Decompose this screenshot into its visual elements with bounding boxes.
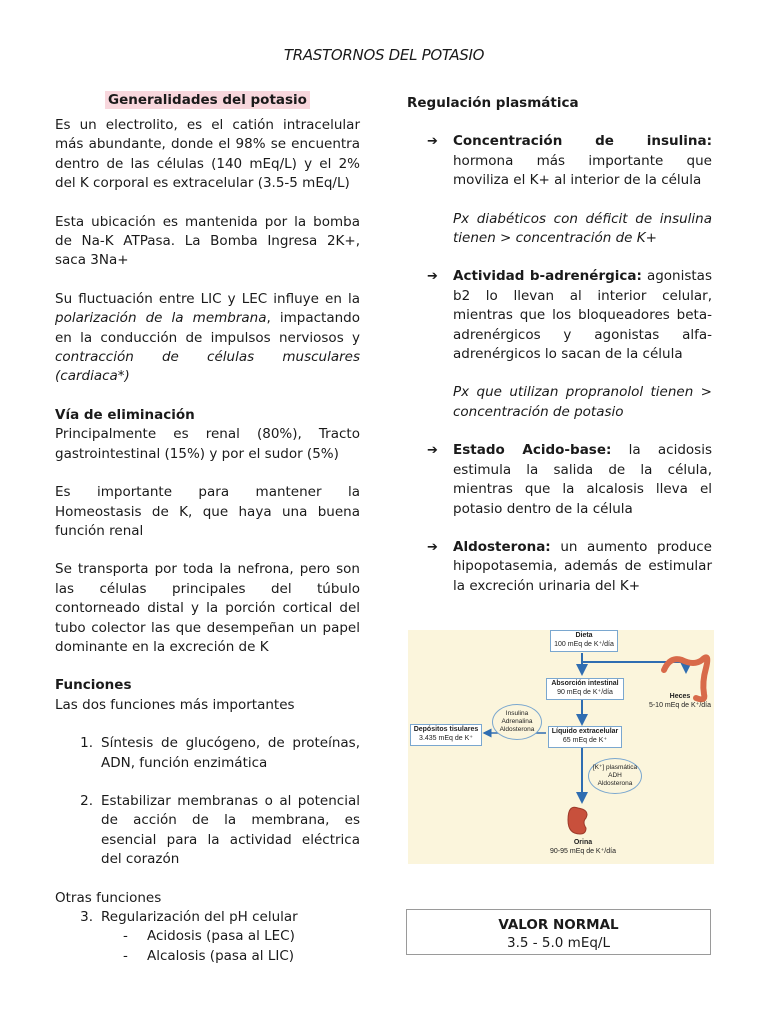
hormone-label: ADH (608, 772, 622, 779)
box-title: Dieta (575, 632, 593, 639)
list-number: 1. (80, 735, 93, 752)
box-absorcion-intestinal (546, 678, 624, 700)
normal-value-box (406, 909, 711, 955)
box-value: 90 mEq de K⁺/día (557, 689, 613, 696)
label-orina (538, 838, 628, 856)
list-item (55, 908, 360, 927)
normal-value-title: VALOR NORMAL (498, 917, 619, 933)
regulation-item-adrenergica (407, 267, 712, 364)
list-text: Estabilizar membranas o al potencial de acción de la membrana, es esencial para la actividad eléctrica del corazón (101, 792, 360, 868)
label-title: Orina (573, 839, 593, 846)
item-text: hormona más importante que moviliza el K+ al interior de la célula (453, 152, 712, 189)
paragraph-electrolito: Es un electrolito, es el catión intracelular más abundante, donde el 98% se encuentra dentro de las células (140 mEq/L) y el 2% del K corporal es extracelular (3.5-5 mEq/L) (55, 117, 360, 192)
hormone-label: Aldosterona (499, 726, 535, 733)
label-heces (646, 692, 714, 710)
box-value: 3.435 mEq de K⁺ (419, 735, 473, 742)
box-liquido-extracelular (548, 726, 622, 748)
box-title: Absorción intestinal (551, 680, 619, 687)
hormone-label: Adrenalina (501, 718, 533, 725)
paragraph-bomba: Esta ubicación es mantenida por la bomba de Na-K ATPasa. La Bomba Ingresa 2K+, saca 3Na+ (55, 213, 360, 269)
potassium-balance-diagram (408, 630, 714, 864)
dash-bullet: - (123, 928, 128, 945)
paragraph-fluctuacion (55, 290, 360, 387)
paragraph-nefrona: Se transporta por toda la nefrona, pero son las células principales del túbulo contorneado distal y la porción cortical del tubo colector las que desempeñan un papel dominante en la excreción de K (55, 561, 360, 655)
regulation-note: Px diabéticos con déficit de insulina tienen > concentración de K+ (453, 210, 712, 247)
item-text: la acidosis estimula la salida de la célula, mientras que la alcalosis lleva el potasio dentro de la célula (453, 442, 712, 517)
box-title: Depósitos tisulares (413, 726, 479, 733)
list-text: Regularización del pH celular (101, 909, 298, 925)
list-item (55, 734, 360, 773)
item-label: Estado Acido-base: (453, 442, 612, 459)
dash-bullet: - (123, 947, 128, 964)
italic-span: polarización de la membrana (55, 310, 267, 327)
ellipse-hormonas-captacion (492, 704, 542, 740)
list-number: 3. (80, 909, 93, 925)
subheading-via-eliminacion: Vía de eliminación (55, 406, 195, 423)
arrow-bullet-icon: ➔ (427, 539, 438, 555)
regulation-item-insulina (407, 132, 712, 190)
subheading-funciones: Funciones (55, 677, 132, 694)
section-heading-generalidades (55, 92, 360, 108)
list-number: 2. (80, 792, 93, 809)
hormone-label: [K⁺] plasmática (592, 764, 638, 771)
right-column (407, 94, 712, 596)
text-span: Su fluctuación entre LIC y LEC influye en la (55, 290, 360, 307)
arrow-bullet-icon: ➔ (427, 134, 438, 150)
box-dieta (550, 630, 618, 652)
hormone-label: Aldosterona (597, 780, 633, 787)
paragraph-via-eliminacion: Principalmente es renal (80%), Tracto gastrointestinal (15%) y por el sudor (5%) (55, 426, 360, 462)
heading-text: Generalidades del potasio (105, 91, 310, 109)
label-value: 90-95 mEq de K⁺/día (550, 848, 616, 855)
section-heading-regulacion: Regulación plasmática (407, 95, 579, 111)
sub-list-item (123, 947, 360, 966)
box-depositos-tisulares (410, 724, 482, 746)
list-item (55, 792, 360, 870)
regulation-note: Px que utilizan propranolol tienen > concentración de potasio (453, 384, 712, 420)
label-title: Heces (669, 693, 691, 700)
regulation-item-aldosterona (407, 538, 712, 596)
funciones-intro: Las dos funciones más importantes (55, 696, 295, 713)
item-label: Aldosterona: (453, 538, 551, 555)
item-label: Concentración de insulina: (453, 133, 712, 150)
list-text: Síntesis de glucógeno, de proteínas, ADN, función enzimática (101, 735, 360, 771)
regulation-item-acido-base (407, 441, 712, 519)
paragraph-homeostasis: Es importante para mantener la Homeostasis de K, que haya una buena función renal (55, 484, 360, 539)
sub-list-text: Acidosis (pasa al LEC) (147, 928, 295, 945)
text-span: , impactando en la conducción de impulsos nerviosos y (55, 310, 360, 346)
sub-list-text: Alcalosis (pasa al LIC) (147, 947, 295, 964)
document-title: TRASTORNOS DEL POTASIO (283, 46, 485, 64)
otras-funciones-title: Otras funciones (55, 889, 162, 906)
box-value: 100 mEq de K⁺/día (554, 641, 614, 648)
label-value: 5-10 mEq de K⁺/día (648, 702, 712, 709)
ellipse-hormonas-excrecion (588, 758, 642, 794)
item-label: Actividad b-adrenérgica: (453, 268, 642, 285)
italic-span: contracción de células musculares (cardiaca*) (55, 349, 360, 385)
normal-value-range: 3.5 - 5.0 mEq/L (506, 935, 610, 951)
arrow-bullet-icon: ➔ (427, 443, 438, 459)
kidney-icon (568, 807, 587, 834)
hormone-label: Insulina (505, 710, 529, 717)
left-column (55, 92, 360, 966)
arrow-bullet-icon: ➔ (427, 269, 438, 285)
box-value: 65 mEq de K⁺ (562, 737, 608, 744)
box-title: Líquido extracelular (551, 728, 619, 735)
sub-list-item (123, 927, 360, 946)
item-text: un aumento produce hipopotasemia, además de estimular la excreción urinaria del K+ (453, 538, 712, 594)
item-text: agonistas b2 lo llevan al interior celular, mientras que los bloqueadores beta-adrenérgicos y agonistas alfa-adrenérgicos lo sacan de la célula (453, 268, 712, 363)
